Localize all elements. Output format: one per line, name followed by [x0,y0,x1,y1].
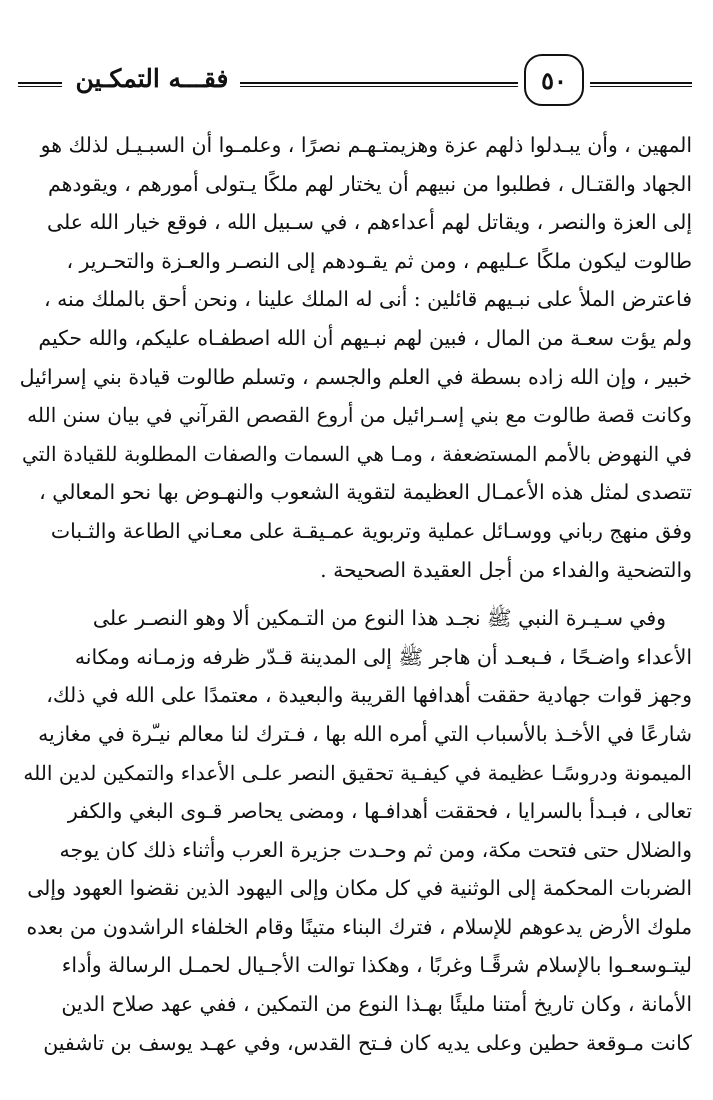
paragraph [20,126,692,589]
text-line: المهين ، وأن يبـدلوا ذلهم عزة وهزيمتـهـم نصرًا ، وعلمـوا أن السبـيـل لذلك هو [40,133,692,157]
text-line: والضلال حتى فتحت مكة، ومن ثم وحـدت جزيرة العرب وأثناء ذلك كان يوجه [59,837,692,862]
text-line: الضربات المحكمة إلى الوثنية في كل مكان وإلى اليهود الذين نقضوا العهود وإلى [27,876,692,901]
paragraph [20,599,692,1062]
text-line: وجهز قوات جهادية حققت أهدافها القريبة والبعيدة ، معتمدًا على الله في ذلك، [46,683,692,708]
text-line: الأعداء واضـحًا ، فـبعـد أن هاجر ﷺ إلى المدينة قـدّر ظرفه وزمـانه ومكانه [74,644,692,669]
page-number: ٥٠ [541,65,567,95]
text-line: والتضحية والفداء من أجل العقيدة الصحيحة . [320,557,692,582]
header-rule-right [590,82,692,87]
text-line: وكانت قصة طالوت مع بني إسـرائيل من أروع القصص القرآني في بيان سنن الله [27,403,692,428]
text-line: شارعًا في الأخـذ بالأسباب التي أمره الله بها ، فـترك لنا معالم نيـّرة في مغازيه [38,721,692,746]
text-line: الأمانة ، وكان تاريخ أمتنا مليئًا بهـذا النوع من التمكين ، ففي عهد صلاح الدين [61,992,692,1017]
text-line: وفي سـيـرة النبي ﷺ نجـد هذا النوع من التـمكين ألا وهو النصـر على [92,606,666,631]
body-text [20,126,692,1062]
text-line: ولم يؤت سعـة من المال ، فبين لهم نبـيهم أن الله اصطفـاه عليكم، والله حكيم [38,325,692,350]
text-line: الميمونة ودروسًـا عظيمة في كيفـية تحقيق النصر علـى الأعداء والتمكين لدين الله [23,760,692,785]
text-line: فاعترض الملأ على نبـيهم قائلين : أنى له الملك علينا ، ونحن أحق بالملك منه ، [44,287,692,312]
page-header [0,46,713,116]
text-line: إلى العزة والنصر ، ويقاتل لهم أعداءهم ، في سـبيل الله ، فوقع خيار الله على [46,210,692,235]
text-line: طالوت ليكون ملكًا عـليهم ، ومن ثم يقـودهم إلى النصـر والعـزة والتحـرير ، [66,248,692,273]
text-line: كانت مـوقعة حطين وعلى يديه كان فـتح القدس، وفي عهـد يوسف بن تاشفين [43,1030,692,1055]
header-rule-middle [240,82,518,87]
running-title: فقـــه التمكـين [75,63,229,93]
text-line: خبير ، وإن الله زاده بسطة في العلم والجسم ، وتسلم طالوت قيادة بني إسرائيل [20,364,692,389]
text-line: تعالى ، فبـدأ بالسرايا ، فحققت أهدافـها ، ومضى يحاصر قـوى البغي والكفر [67,799,692,824]
header-rule-left [18,82,62,87]
text-line: ملوك الأرض يدعوهم للإسلام ، فترك البناء متينًا وقام الخلفاء الراشدون من بعده [26,914,692,939]
text-line: ليتـوسعـوا بالإسلام شرقًـا وغربًا ، وهكذا توالت الأجـيال لحمـل الرسالة وأداء [61,953,692,978]
text-line: تتصدى لمثل هذه الأعمـال العظيمة لتقوية الشعوب والنهـوض بها نحو المعالي ، [39,480,692,505]
page-number-frame [524,54,584,106]
text-line: في النهوض بالأمم المستضعفة ، ومـا هي السمات والصفات المطلوبة للقيادة التي [22,441,692,466]
text-line: الجهاد والقتـال ، فطلبوا من نبيهم أن يختار لهم ملكًا يـتولى أمورهم ، ويقودهم [48,171,692,196]
text-line: وفق منهج رباني ووسـائل عملية وتربوية عمـيقـة على معـاني الطاعة والثـبات [50,518,692,543]
